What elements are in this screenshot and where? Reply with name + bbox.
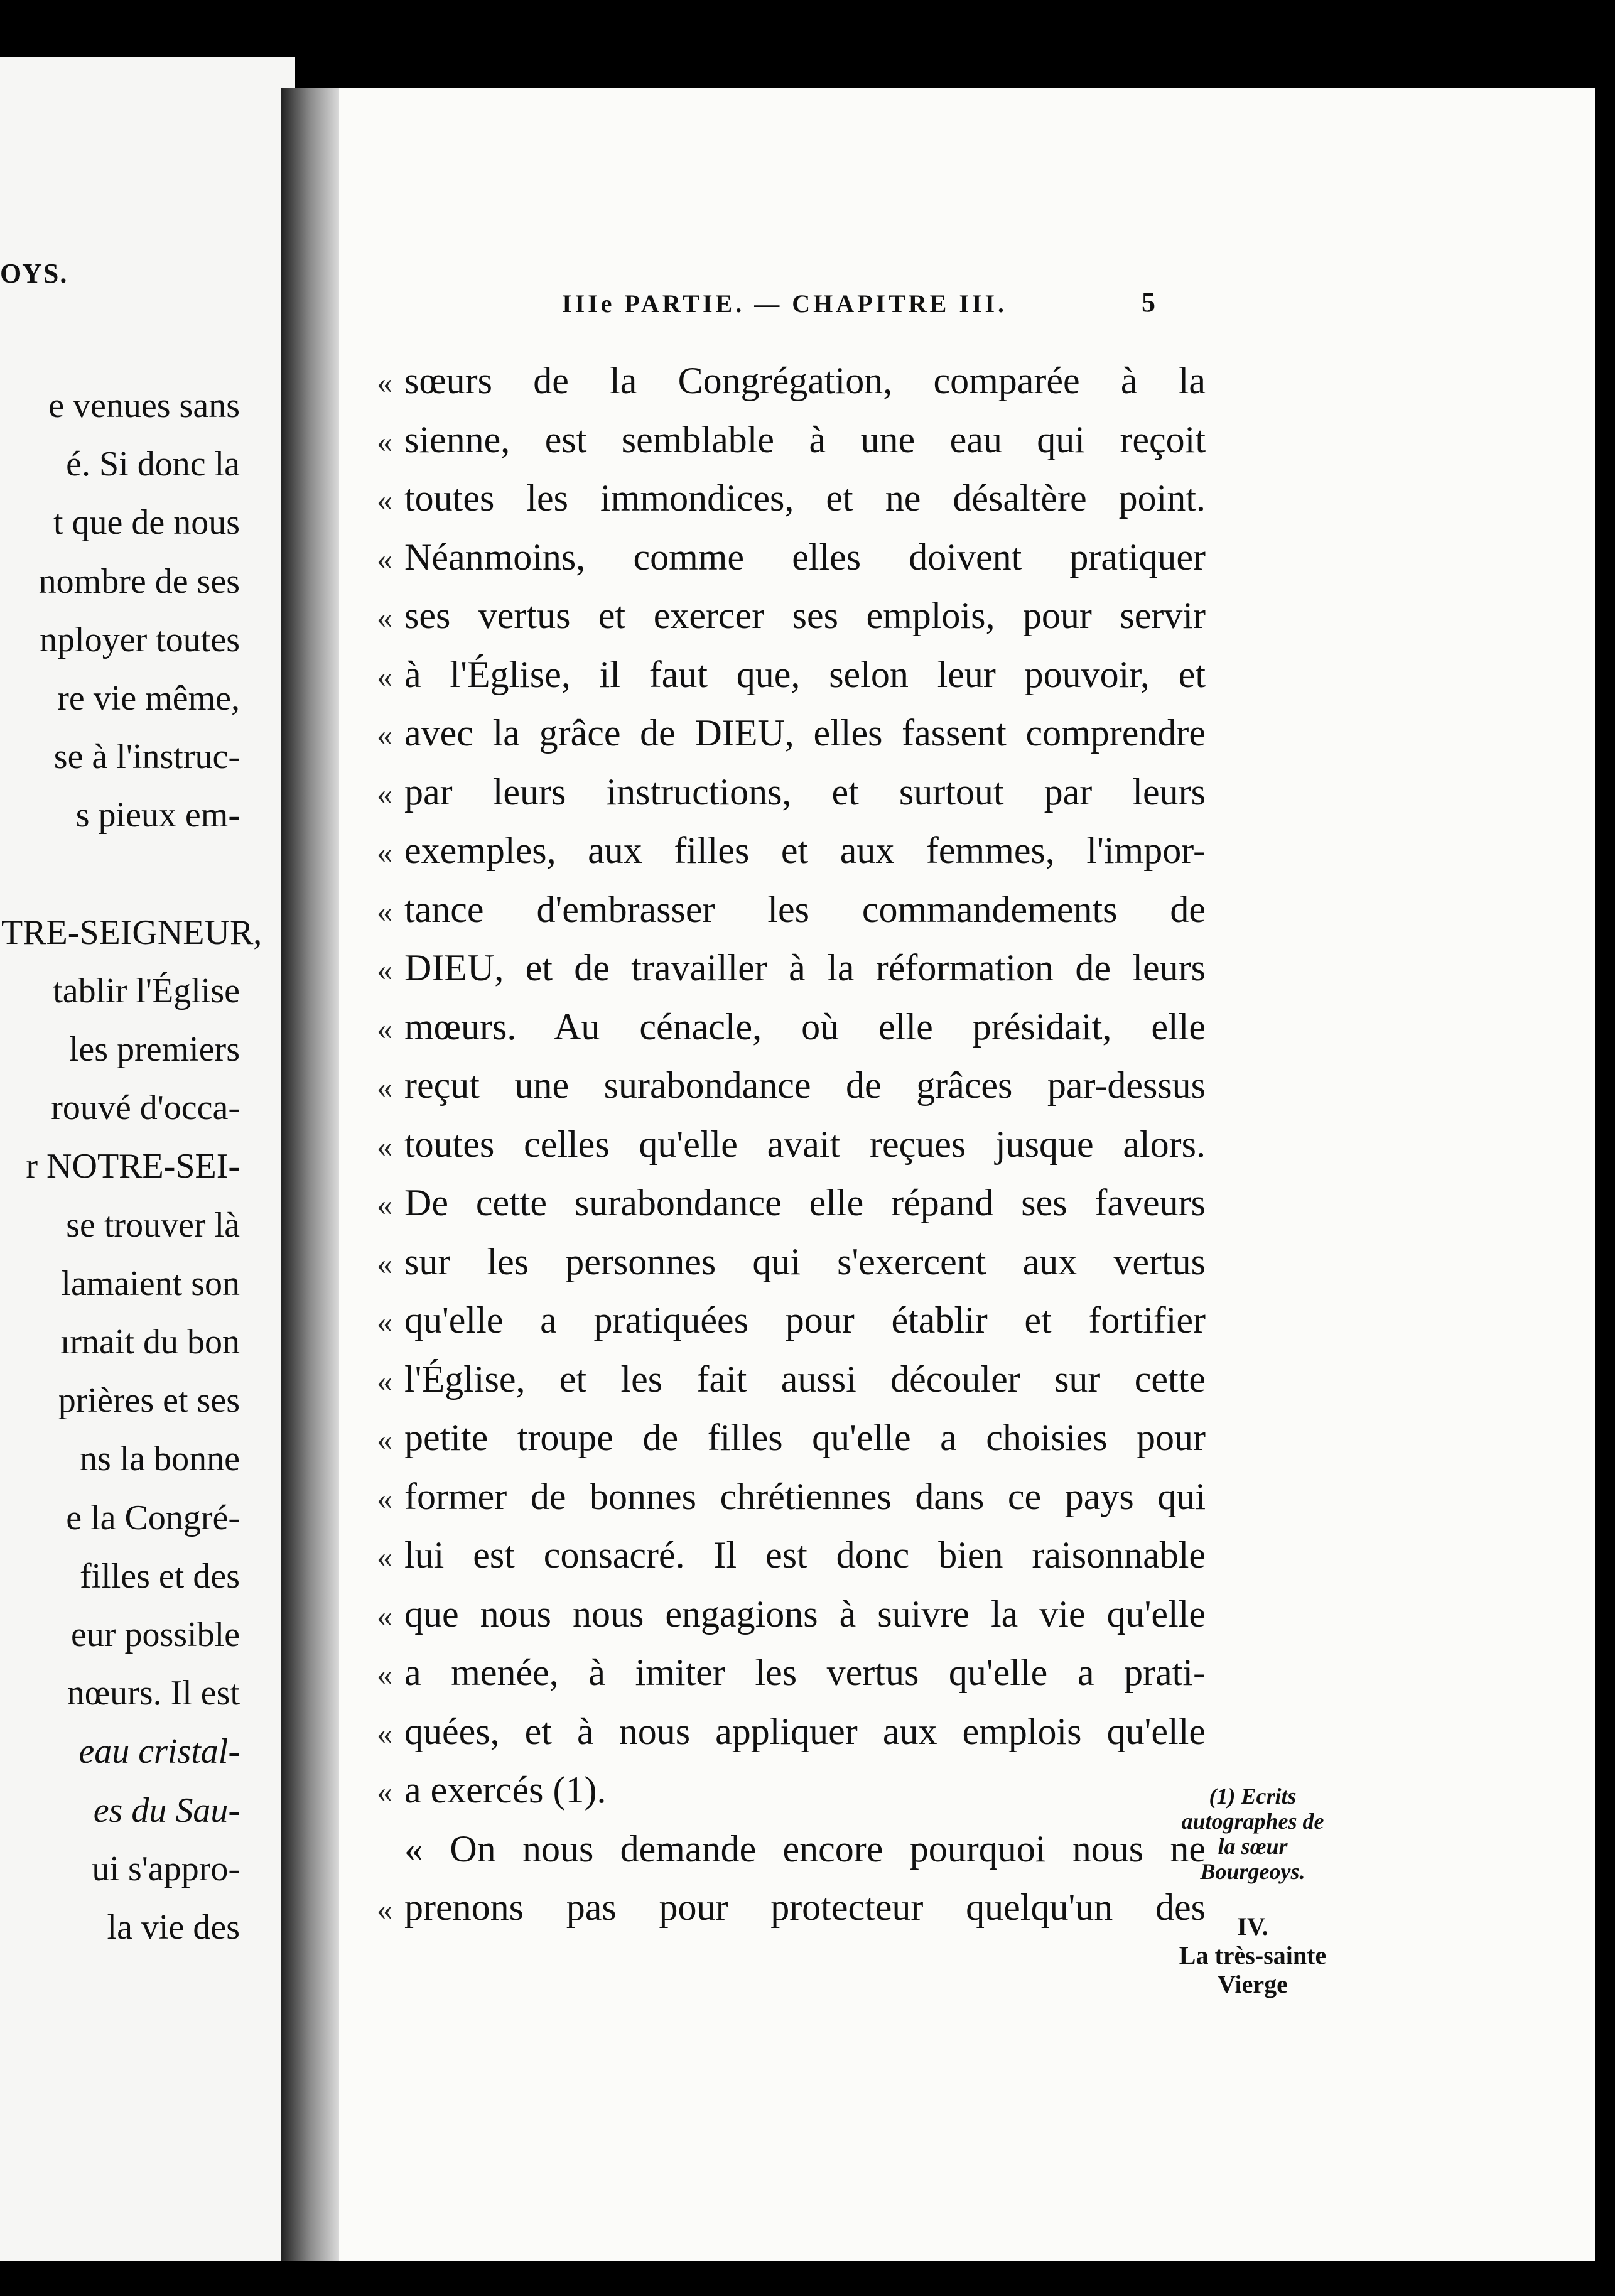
left-line: filles et des <box>79 1556 240 1596</box>
line-text: avec la grâce de DIEU, elles fassent comprendre <box>404 712 1206 754</box>
body-text <box>377 352 1206 1937</box>
line-text: tance d'embrasser les commandements de <box>404 888 1206 930</box>
section-title-line: La très-sainte <box>1179 1941 1327 1969</box>
line-text: De cette surabondance elle répand ses faveurs <box>404 1182 1206 1223</box>
left-line: s pieux em- <box>75 796 240 835</box>
page-number: 5 <box>1142 287 1155 318</box>
text-line <box>377 1409 1206 1468</box>
left-line: prières et ses <box>58 1381 240 1421</box>
quote-mark: « <box>377 835 392 870</box>
left-line: se à l'instruc- <box>53 737 240 777</box>
text-line <box>377 704 1206 763</box>
text-line <box>377 1174 1206 1233</box>
text-line <box>377 1115 1206 1174</box>
margin-footnote: (1) Ecrits autographes de la sœur Bourgeoys. <box>1181 1784 1324 1884</box>
left-line: é. Si donc la <box>66 445 240 484</box>
quote-mark: « <box>377 1774 392 1809</box>
quote-mark: « <box>377 1245 392 1281</box>
text-line <box>377 1761 1206 1820</box>
left-running-head-fragment: ΟΥS. <box>0 258 68 289</box>
left-line: la vie des <box>107 1907 240 1947</box>
text-line <box>377 763 1206 822</box>
line-text: « On nous demande encore pourquoi nous ne <box>404 1828 1206 1870</box>
line-text: exemples, aux filles et aux femmes, l'impor- <box>404 830 1206 871</box>
left-line: lamaient son <box>61 1264 240 1303</box>
text-line <box>377 1585 1206 1644</box>
line-text: mœurs. Au cénacle, où elle présidait, elle <box>404 1005 1206 1048</box>
quote-mark: « <box>377 600 392 635</box>
line-text: petite troupe de filles qu'elle a choisies pour <box>404 1417 1206 1458</box>
quote-mark: « <box>377 717 392 752</box>
line-text: prenons pas pour protecteur quelqu'un des <box>404 1887 1206 1928</box>
left-line: e la Congré- <box>66 1498 240 1537</box>
left-page-text <box>1 377 262 1957</box>
quote-mark: « <box>377 776 392 811</box>
line-text: lui est consacré. Il est donc bien raisonnable <box>404 1534 1206 1576</box>
text-line <box>377 469 1206 528</box>
line-text: ses vertus et exercer ses emplois, pour servir <box>404 595 1206 636</box>
quote-mark: « <box>377 1422 392 1457</box>
text-line <box>377 1703 1206 1762</box>
left-line: TRE-SEIGNEUR, <box>1 912 262 952</box>
quote-mark: « <box>377 1363 392 1399</box>
text-line <box>377 998 1206 1057</box>
left-line: ns la bonne <box>79 1439 240 1479</box>
left-line: es du Sau- <box>93 1790 240 1830</box>
text-line <box>377 880 1206 940</box>
right-page <box>339 88 1595 2261</box>
section-numeral: IV. <box>1237 1912 1268 1941</box>
quote-mark: « <box>377 1892 392 1927</box>
line-text: former de bonnes chrétiennes dans ce pays qui <box>404 1475 1206 1517</box>
text-line <box>377 1468 1206 1527</box>
text-line <box>377 1878 1206 1937</box>
quote-mark: « <box>377 423 392 459</box>
quote-mark: « <box>377 482 392 517</box>
line-text: DIEU, et de travailler à la réformation de leurs <box>404 947 1206 988</box>
line-text: qu'elle a pratiquées pour établir et fortifier <box>404 1299 1206 1341</box>
text-line <box>377 1643 1206 1703</box>
line-text: toutes celles qu'elle avait reçues jusque alors. <box>404 1123 1206 1165</box>
line-text: a menée, à imiter les vertus qu'elle a prati- <box>404 1652 1206 1693</box>
section-title-line: Vierge <box>1218 1970 1288 1998</box>
quote-mark: « <box>377 1304 392 1340</box>
left-line: re vie même, <box>57 678 240 718</box>
left-line: ui s'appro- <box>92 1849 240 1888</box>
quote-mark: « <box>377 1128 392 1164</box>
line-text: à l'Église, il faut que, selon leur pouvoir, et <box>404 653 1206 695</box>
line-text: que nous nous engagions à suivre la vie qu'elle <box>404 1593 1206 1635</box>
line-text: sur les personnes qui s'exercent aux vertus <box>404 1240 1206 1282</box>
line-text: par leurs instructions, et surtout par leurs <box>404 771 1206 813</box>
section-marker <box>1165 1912 1341 1999</box>
line-text: a exercés (1). <box>404 1769 607 1811</box>
left-line: eau cristal- <box>78 1732 240 1772</box>
quote-mark: « <box>377 1480 392 1516</box>
text-line <box>377 411 1206 470</box>
quote-mark: « <box>377 1657 392 1692</box>
running-head: IIIe PARTIE. — CHAPITRE III. <box>562 290 1008 318</box>
line-text: toutes les immondices, et ne désaltère point. <box>404 477 1206 519</box>
left-line: les premiers <box>68 1030 240 1069</box>
left-line: eur possible <box>70 1615 240 1654</box>
quote-mark: « <box>377 1069 392 1105</box>
text-line <box>377 1056 1206 1115</box>
left-line: ırnait du bon <box>60 1323 240 1362</box>
left-line: nployer toutes <box>40 620 240 659</box>
text-line <box>377 646 1206 705</box>
line-text: sienne, est semblable à une eau qui reçoit <box>404 418 1206 460</box>
left-line: nombre de ses <box>38 561 240 601</box>
left-page <box>0 57 295 2261</box>
text-line <box>377 1350 1206 1409</box>
quote-mark: « <box>377 1715 392 1751</box>
left-line: rouvé d'occa- <box>51 1088 240 1128</box>
quote-mark: « <box>377 1010 392 1046</box>
text-line <box>377 821 1206 880</box>
left-line: r NOTRE-SEI- <box>26 1147 240 1186</box>
line-text: sœurs de la Congrégation, comparée à la <box>404 360 1206 401</box>
line-text: Néanmoins, comme elles doivent pratiquer <box>404 536 1206 578</box>
quote-mark: « <box>377 1539 392 1574</box>
text-line <box>377 939 1206 998</box>
quote-mark: « <box>377 365 392 400</box>
quote-mark: « <box>377 541 392 577</box>
left-line: tablir l'Église <box>53 971 240 1010</box>
text-line <box>377 1233 1206 1292</box>
text-line <box>377 1291 1206 1350</box>
quote-mark: « <box>377 1187 392 1222</box>
text-line <box>377 1526 1206 1585</box>
line-text: l'Église, et les fait aussi découler sur cette <box>404 1358 1206 1400</box>
left-line: e venues sans <box>48 386 240 425</box>
text-line <box>377 587 1206 646</box>
text-line <box>377 352 1206 411</box>
text-line <box>377 528 1206 587</box>
quote-mark: « <box>377 1598 392 1633</box>
line-text: reçut une surabondance de grâces par-dessus <box>404 1064 1206 1106</box>
left-line: nœurs. Il est <box>67 1674 240 1713</box>
left-line: se trouver là <box>66 1205 240 1245</box>
quote-mark: « <box>377 952 392 987</box>
line-text: quées, et à nous appliquer aux emplois qu'elle <box>404 1710 1206 1752</box>
left-line: t que de nous <box>53 503 240 543</box>
quote-mark: « <box>377 893 392 929</box>
quote-mark: « <box>377 658 392 694</box>
text-line <box>377 1820 1206 1879</box>
